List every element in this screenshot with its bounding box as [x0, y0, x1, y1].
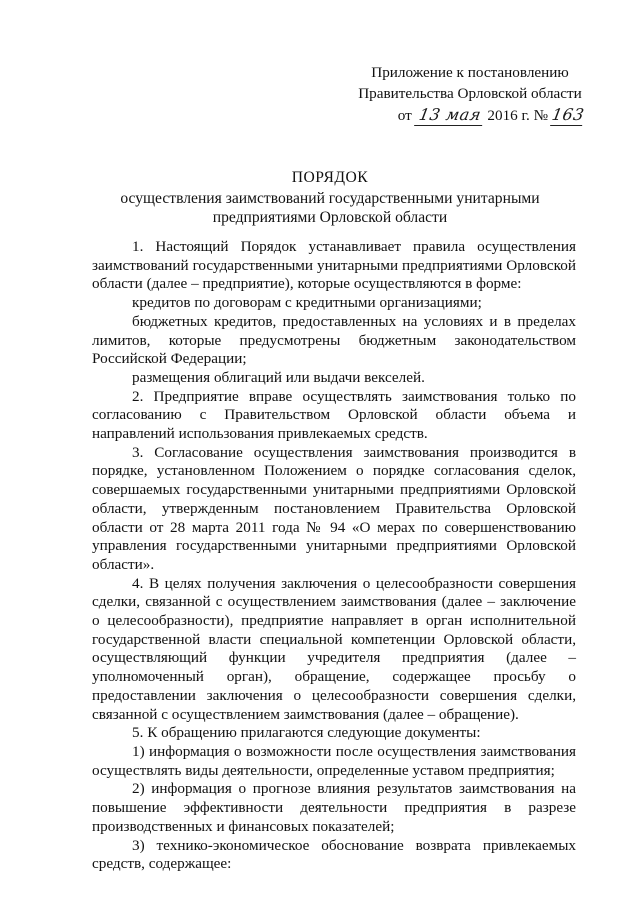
paragraph-1-item-bonds: размещения облигаций или выдачи векселей. — [132, 368, 425, 386]
paragraph-5-item-2: 2) информация о прогнозе влияния результатов заимствования на повышение эффективности деятельности предприятия в разрезе производственных и финансовых показателей; — [92, 780, 576, 835]
appendix-header — [350, 62, 590, 126]
title-line-2: предприятиями Орловской области — [212, 209, 448, 226]
title-line-1: осуществления заимствований государственными унитарными — [120, 190, 540, 207]
paragraph-1: 1. Настоящий Порядок устанавливает правила осуществления заимствований государственными унитарными предприятиями Орловской области (далее – предприятие), которые осуществляются в форме: — [92, 238, 576, 293]
paragraph-5: 5. К обращению прилагаются следующие документы: — [132, 724, 481, 742]
paragraph-3: 3. Согласование осуществления заимствования производится в порядке, установленном Положением о порядке согласования сделок, совершаемых государственными унитарными предприятиями Орловской области, утвержденным постановлением Правительства Орловской области от 28 марта 2011 года № 94 «О мерах по совершенствованию управления государственными унитарными предприятиями Орловской области». — [92, 443, 576, 573]
paragraph-2: 2. Предприятие вправе осуществлять заимствования только по согласованию с Правительством Орловской области объема и направлений использования привлекаемых средств. — [92, 387, 576, 443]
title-heading: ПОРЯДОК — [291, 169, 369, 186]
handwritten-number: 163 — [550, 105, 586, 124]
document-title — [90, 168, 570, 227]
paragraph-4: 4. В целях получения заключения о целесообразности совершения сделки, связанной с осуществлением заимствования (далее – заключение о целесообразности), предприятие направляет в орган исполнительной государственной власти специальной компетенции Орловской области, осуществляющий функции учредителя предприятия (далее – уполномоченный орган), обращение, содержащее просьбу о предоставлении заключения о целесообразности совершения сделки, связанной с осуществлением заимствования (далее – обращение). — [92, 574, 576, 723]
appendix-line-1: Приложение к постановлению — [371, 64, 569, 81]
paragraph-1-item-credits: кредитов по договорам с кредитными организациями; — [132, 294, 482, 312]
date-prefix: от — [397, 107, 412, 124]
date-year: 2016 г. № — [487, 107, 549, 124]
paragraph-1-item-budget: бюджетных кредитов, предоставленных на условиях и в пределах лимитов, которые предусмотрены бюджетным законодательством Российской Федерации; — [92, 312, 576, 368]
paragraph-5-item-3: 3) технико-экономическое обоснование возврата привлекаемых средств, содержащее: — [92, 836, 576, 873]
paragraph-5-item-1: 1) информация о возможности после осуществления заимствования осуществлять виды деятельности, определенные уставом предприятия; — [92, 742, 576, 779]
handwritten-date: 13 мая — [414, 104, 486, 126]
appendix-date-line — [350, 104, 590, 126]
appendix-line-2: Правительства Орловской области — [358, 85, 582, 102]
document-body — [92, 238, 576, 874]
